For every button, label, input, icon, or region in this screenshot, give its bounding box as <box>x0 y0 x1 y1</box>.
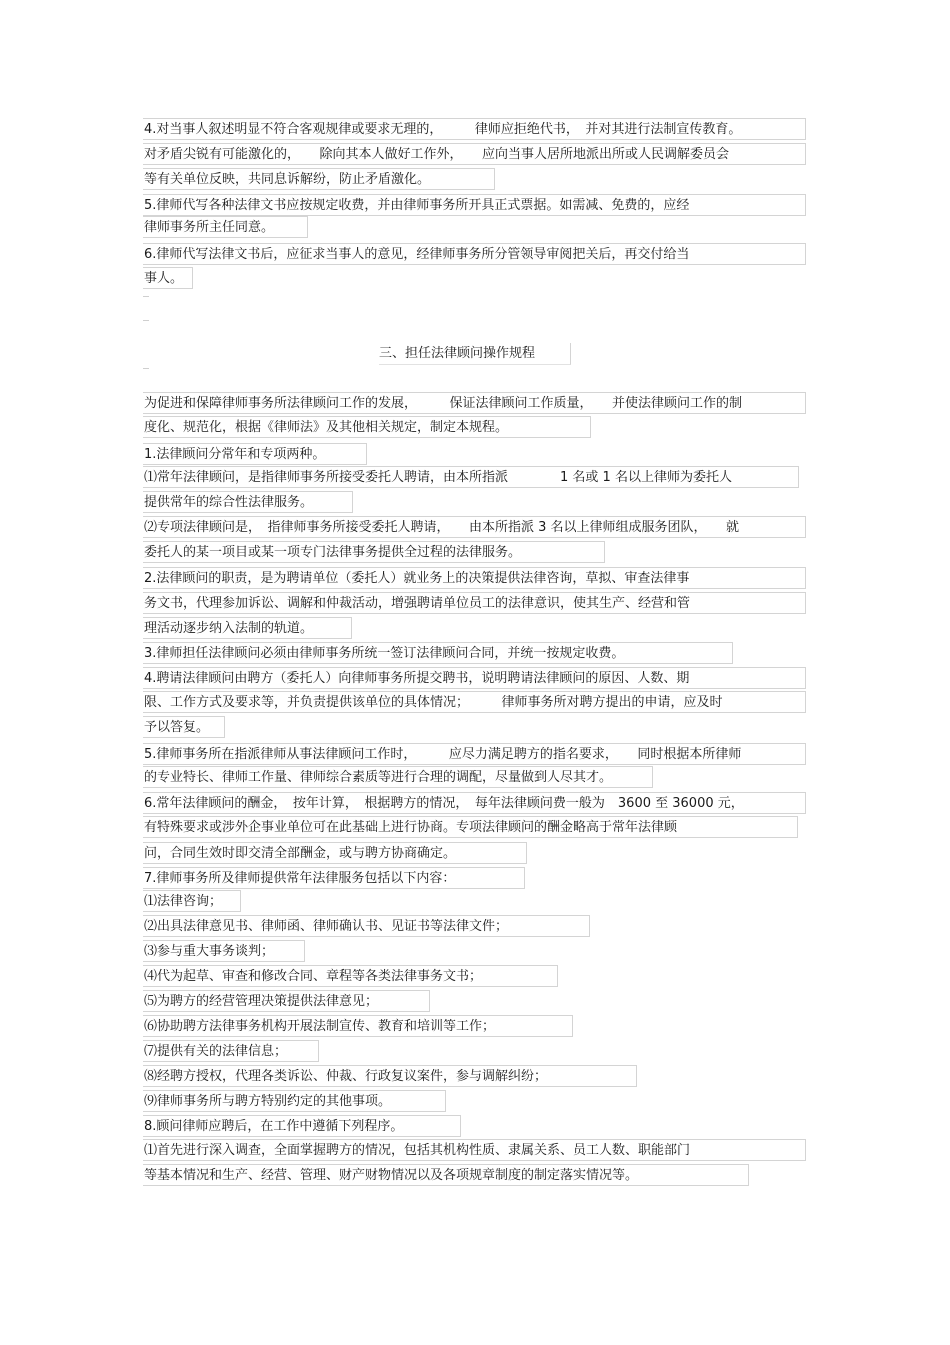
text-line: 提供常年的综合性法律服务。 <box>143 491 353 513</box>
text-line: 为促进和保障律师事务所法律顾问工作的发展， 保证法律顾问工作质量， 并使法律顾问工作的制 <box>143 392 806 414</box>
page-mark <box>143 320 149 321</box>
text-line: 限、工作方式及要求等，并负责提供该单位的具体情况； 律师事务所对聘方提出的申请，应及时 <box>143 691 806 713</box>
text-line: ⑻经聘方授权，代理各类诉讼、仲裁、行政复议案件，参与调解纠纷； <box>143 1065 637 1087</box>
text-line: 予以答复。 <box>143 716 225 738</box>
text-line: ⑺提供有关的法律信息； <box>143 1040 319 1062</box>
text-line: 6.律师代写法律文书后，应征求当事人的意见，经律师事务所分管领导审阅把关后，再交付给当 <box>143 243 806 265</box>
text-line: ⑸为聘方的经营管理决策提供法律意见； <box>143 990 430 1012</box>
text-line: ⑴首先进行深入调查，全面掌握聘方的情况，包括其机构性质、隶属关系、员工人数、职能部门 <box>143 1139 806 1161</box>
text-line: 务文书，代理参加诉讼、调解和仲裁活动，增强聘请单位员工的法律意识，使其生产、经营和管 <box>143 592 806 614</box>
text-line: 律师事务所主任同意。 <box>143 216 308 238</box>
text-line: ⑵出具法律意见书、律师函、律师确认书、见证书等法律文件； <box>143 915 590 937</box>
text-line: ⑴法律咨询； <box>143 890 241 912</box>
text-line: 4.聘请法律顾问由聘方（委托人）向律师事务所提交聘书，说明聘请法律顾问的原因、人数、期 <box>143 667 806 689</box>
text-line: ⑶参与重大事务谈判； <box>143 940 305 962</box>
text-line: ⑹协助聘方法律事务机构开展法制宣传、教育和培训等工作； <box>143 1015 573 1037</box>
text-line: 6.常年法律顾问的酬金， 按年计算， 根据聘方的情况， 每年法律顾问费一般为 3600 至 36000 元， <box>143 792 806 814</box>
text-line: 对矛盾尖锐有可能激化的， 除向其本人做好工作外， 应向当事人居所地派出所或人民调解委员会 <box>143 143 806 165</box>
text-line: 委托人的某一项目或某一项专门法律事务提供全过程的法律服务。 <box>143 541 605 563</box>
section-title: 三、担任法律顾问操作规程 <box>379 343 571 365</box>
text-line: 3.律师担任法律顾问必须由律师事务所统一签订法律顾问合同，并统一按规定收费。 <box>143 642 733 664</box>
text-line: ⑵专项法律顾问是， 指律师事务所接受委托人聘请， 由本所指派 3 名以上律师组成服务团队， 就 <box>143 516 806 538</box>
text-line: 问，合同生效时即交清全部酬金，或与聘方协商确定。 <box>143 842 527 864</box>
text-line: 有特殊要求或涉外企事业单位可在此基础上进行协商。专项法律顾问的酬金略高于常年法律顾 <box>143 816 798 838</box>
text-line: ⑷代为起草、审查和修改合同、章程等各类法律事务文书； <box>143 965 558 987</box>
page-mark <box>143 368 149 369</box>
text-line: 理活动逐步纳入法制的轨道。 <box>143 617 352 639</box>
text-line: 等有关单位反映，共同息诉解纷，防止矛盾激化。 <box>143 168 495 190</box>
text-line: 1.法律顾问分常年和专项两种。 <box>143 443 367 465</box>
text-line: 事人。 <box>143 267 193 289</box>
text-line: 5.律师事务所在指派律师从事法律顾问工作时， 应尽力满足聘方的指名要求， 同时根据本所律师 <box>143 743 806 765</box>
text-line: 4.对当事人叙述明显不符合客观规律或要求无理的， 律师应拒绝代书， 并对其进行法制宣传教育。 <box>143 118 806 140</box>
text-line: 度化、规范化，根据《律师法》及其他相关规定，制定本规程。 <box>143 416 591 438</box>
text-line: ⑼律师事务所与聘方特别约定的其他事项。 <box>143 1090 446 1112</box>
text-line: 2.法律顾问的职责，是为聘请单位（委托人）就业务上的决策提供法律咨询，草拟、审查法律事 <box>143 567 806 589</box>
text-line: 8.顾问律师应聘后，在工作中遵循下列程序。 <box>143 1115 461 1137</box>
text-line: ⑴常年法律顾问，是指律师事务所接受委托人聘请，由本所指派 1 名或 1 名以上律师为委托人 <box>143 466 799 488</box>
page-mark <box>143 296 149 297</box>
text-line: 等基本情况和生产、经营、管理、财产财物情况以及各项规章制度的制定落实情况等。 <box>143 1164 749 1186</box>
text-line: 5.律师代写各种法律文书应按规定收费，并由律师事务所开具正式票据。如需减、免费的，应经 <box>143 194 806 216</box>
text-line: 的专业特长、律师工作量、律师综合素质等进行合理的调配，尽量做到人尽其才。 <box>143 766 653 788</box>
text-line: 7.律师事务所及律师提供常年法律服务包括以下内容： <box>143 867 525 889</box>
